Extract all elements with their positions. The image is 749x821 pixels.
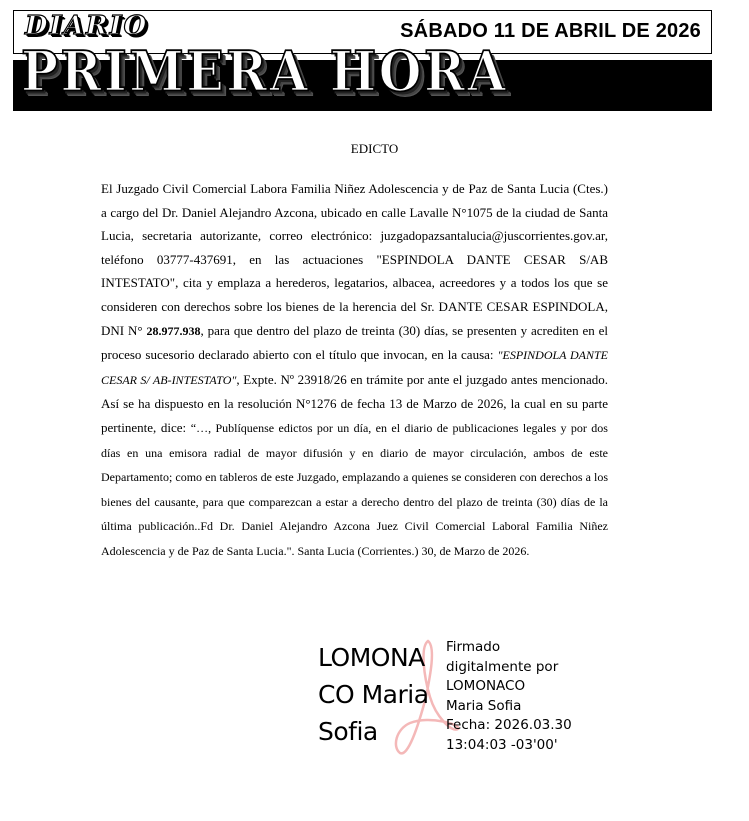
signature-detail-line: Maria Sofia <box>446 697 522 714</box>
issue-date: SÁBADO 11 DE ABRIL DE 2026 <box>400 20 701 42</box>
edict-body <box>101 177 608 564</box>
resolution-quote: “…, Publíquense edictos por un día, en el diario de publicaciones legales y por dos días en una emisora radial de mayor difusión y en diario de mayor circulación, ambos de este Departamento; como en tableros de este Juzgado, emplazando a quienes se consideren con derechos a los bienes del causante, para que comparezcan a estar a derecho dentro del plazo de treinta (30) días de la última publicación..Fd Dr. Daniel Alejandro Azcona Juez Civil Comercial Laboral Familia Niñez Adolescencia y de Paz de Santa Lucia.". Santa Lucia (Corrientes.) 30, de Marzo de 2026. <box>101 420 608 558</box>
signer-name-line: Sofia <box>318 717 378 746</box>
signature-detail-line: Firmado <box>446 639 501 655</box>
brand-small-logo: DIARIO <box>25 11 149 41</box>
paragraph-part-2: , para que dentro del plazo de treinta (30) días, se presenten y acrediten en el proceso sucesorio declarado abierto con el título que invocan, en la causa: <box>101 322 608 363</box>
signature-detail-line: digitalmente por <box>446 658 559 675</box>
section-title: - EDICTOS - <box>456 114 668 150</box>
signature-details <box>446 638 572 755</box>
signature-detail-line: LOMONACO <box>446 678 526 694</box>
paragraph-part-3: , Expte. Nº 23918/26 en trámite por ante el juzgado antes mencionado. Así se ha dispuesto en la resolución N°1276 de fecha 13 de Marzo de 2026, la cual en su parte pertinente, dice: <box>101 371 608 435</box>
digital-signature <box>318 637 618 757</box>
brand-large-logo: PRIMERA HORA <box>21 40 508 105</box>
paragraph-part-1: El Juzgado Civil Comercial Labora Familia Niñez Adolescencia y de Paz de Santa Lucia (Ctes.) a cargo del Dr. Daniel Alejandro Azcona, ubicado en calle Lavalle N°1075 de la ciudad de Santa Lucia, secretaria autorizante, correo electrónico: juzgadopazsantalucia@juscorrientes.gov.ar, teléfono 03777-437691, en las actuaciones "ESPINDOLA DANTE CESAR S/AB INTESTATO", cita y emplaza a herederos, legatarios, albacea, acreedores y a todos los que se consideren con derechos sobre los bienes de la herencia del Sr. DANTE CESAR ESPINDOLA, DNI N° <box>101 181 608 338</box>
masthead <box>13 10 712 150</box>
signer-name <box>318 639 429 750</box>
signer-name-line: CO Maria <box>318 680 429 709</box>
document-title: EDICTO <box>350 141 399 156</box>
dni-number: 28.977.938 <box>146 323 201 338</box>
signature-time: 13:04:03 -03'00' <box>446 736 558 753</box>
edict-paragraph <box>101 177 608 564</box>
signature-date: Fecha: 2026.03.30 <box>446 717 572 733</box>
signer-name-line: LOMONA <box>318 643 425 672</box>
case-title: "ESPINDOLA DANTE CESAR S/ AB-INTESTATO" <box>101 348 608 387</box>
